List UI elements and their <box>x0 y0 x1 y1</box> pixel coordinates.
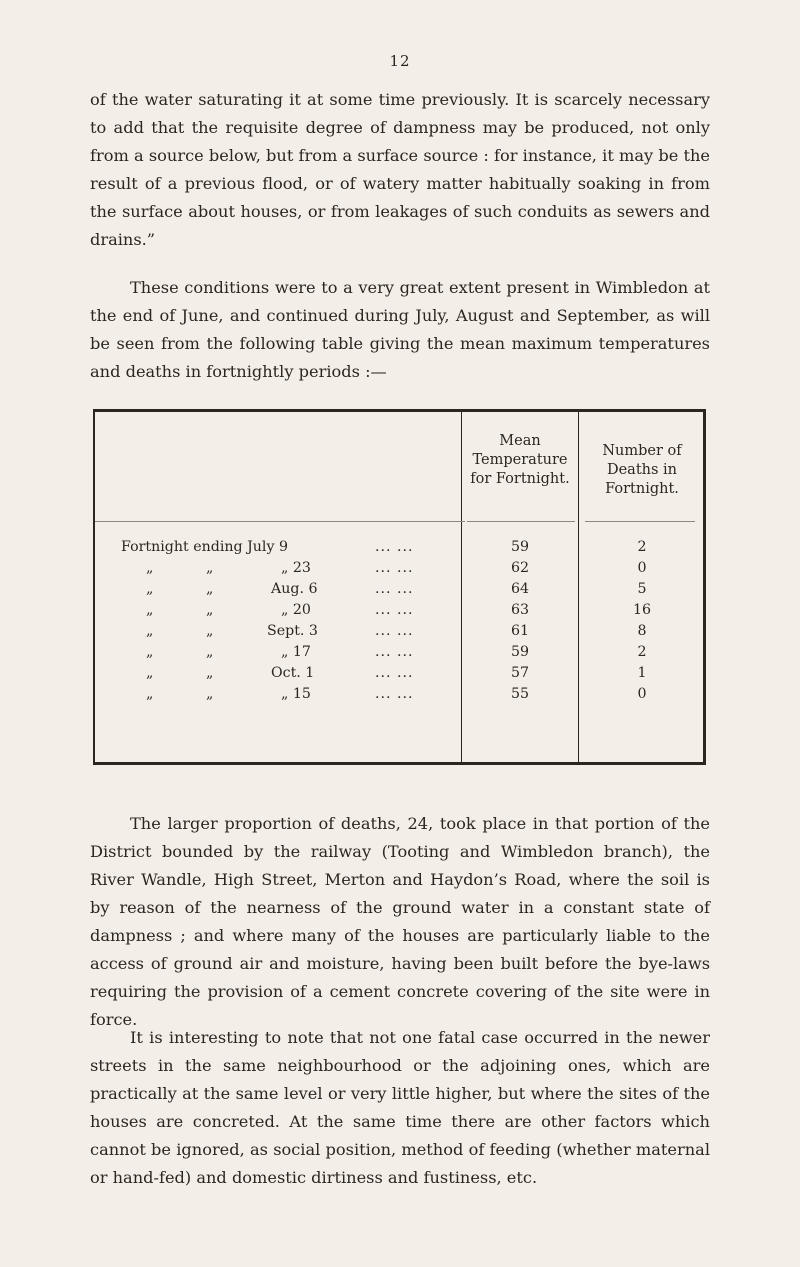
row-label: „ 23 <box>281 560 311 576</box>
ditto-mark: „ <box>206 623 214 639</box>
deaths-value: 16 <box>632 602 652 618</box>
ditto-mark: „ <box>146 665 154 681</box>
deaths-value: 0 <box>637 686 647 702</box>
header-rule <box>467 521 575 522</box>
temperature-value: 55 <box>510 686 530 702</box>
table-row <box>95 559 705 578</box>
temperature-value: 61 <box>510 623 530 639</box>
leader-dots: ... ... <box>375 644 414 660</box>
paragraph-3: The larger proportion of deaths, 24, took place in that portion of the District bounded by the railway (Tooting and Wimbledon branch), the River Wandle, High Street, Merton and Haydon’s Road, where the soil is by reason of the nearness of the ground water in a constant state of dampness ; and where many of the houses are particularly liable to the access of ground air and moisture, having been built before the bye-laws requiring the provision of a cement concrete covering of the site were in force. <box>90 814 710 1029</box>
paragraph-1: of the water saturating it at some time previously. It is scarcely necessary to add that the requisite degree of dampness may be produced, not only from a source below, but from a surface source : for instance, it may be the result of a previous flood, or of watery matter habitually soaking in from the surface about houses, or from leakages of such conduits as sewers and drains.” <box>90 90 710 249</box>
deaths-value: 2 <box>637 539 647 555</box>
temperature-value: 63 <box>510 602 530 618</box>
leader-dots: ... ... <box>375 686 414 702</box>
row-label: Aug. 6 <box>271 581 318 597</box>
paragraph-2: These conditions were to a very great extent present in Wimbledon at the end of June, and continued during July, August and September, as will be seen from the following table giving the mean maximum temperatures and deaths in fortnightly periods :— <box>90 278 710 381</box>
ditto-mark: „ <box>206 602 214 618</box>
row-label: Fortnight ending July 9 <box>121 539 288 555</box>
ditto-mark: „ <box>206 581 214 597</box>
header-rule <box>95 521 465 522</box>
deaths-value: 8 <box>637 623 647 639</box>
table-row <box>95 622 705 641</box>
table-row <box>95 664 705 683</box>
deaths-value: 0 <box>637 560 647 576</box>
deaths-value: 2 <box>637 644 647 660</box>
ditto-mark: „ <box>146 644 154 660</box>
table-row <box>95 538 705 557</box>
temperature-value: 62 <box>510 560 530 576</box>
ditto-mark: „ <box>206 644 214 660</box>
temperature-value: 59 <box>510 644 530 660</box>
leader-dots: ... ... <box>375 581 414 597</box>
page-number: 12 <box>389 52 411 70</box>
ditto-mark: „ <box>146 602 154 618</box>
temperature-value: 59 <box>510 539 530 555</box>
header-mean-temperature: Mean Temperature for Fortnight. <box>470 433 570 487</box>
table-row <box>95 580 705 599</box>
table-row <box>95 685 705 704</box>
ditto-mark: „ <box>146 623 154 639</box>
header-number-of-deaths: Number of Deaths in Fortnight. <box>602 443 682 497</box>
temperature-value: 57 <box>510 665 530 681</box>
row-label: „ 20 <box>281 602 311 618</box>
deaths-value: 1 <box>637 665 647 681</box>
header-rule <box>585 521 695 522</box>
leader-dots: ... ... <box>375 560 414 576</box>
leader-dots: ... ... <box>375 623 414 639</box>
ditto-mark: „ <box>146 560 154 576</box>
row-label: Oct. 1 <box>271 665 315 681</box>
ditto-mark: „ <box>146 686 154 702</box>
leader-dots: ... ... <box>375 539 414 555</box>
ditto-mark: „ <box>206 686 214 702</box>
ditto-mark: „ <box>206 560 214 576</box>
temperature-value: 64 <box>510 581 530 597</box>
leader-dots: ... ... <box>375 665 414 681</box>
row-label: „ 15 <box>281 686 311 702</box>
deaths-value: 5 <box>637 581 647 597</box>
row-label: Sept. 3 <box>267 623 318 639</box>
ditto-mark: „ <box>206 665 214 681</box>
table-row <box>95 601 705 620</box>
table-row <box>95 643 705 662</box>
paragraph-4: It is interesting to note that not one fatal case occurred in the newer streets in the same neighbourhood or the adjoining ones, which are practically at the same level or very little higher, but where the sites of the houses are concreted. At the same time there are other factors which cannot be ignored, as social position, method of feeding (whether maternal or hand-fed) and domestic dirtiness and fustiness, etc. <box>90 1028 710 1187</box>
row-label: „ 17 <box>281 644 311 660</box>
temperature-deaths-table <box>93 409 706 765</box>
leader-dots: ... ... <box>375 602 414 618</box>
ditto-mark: „ <box>146 581 154 597</box>
